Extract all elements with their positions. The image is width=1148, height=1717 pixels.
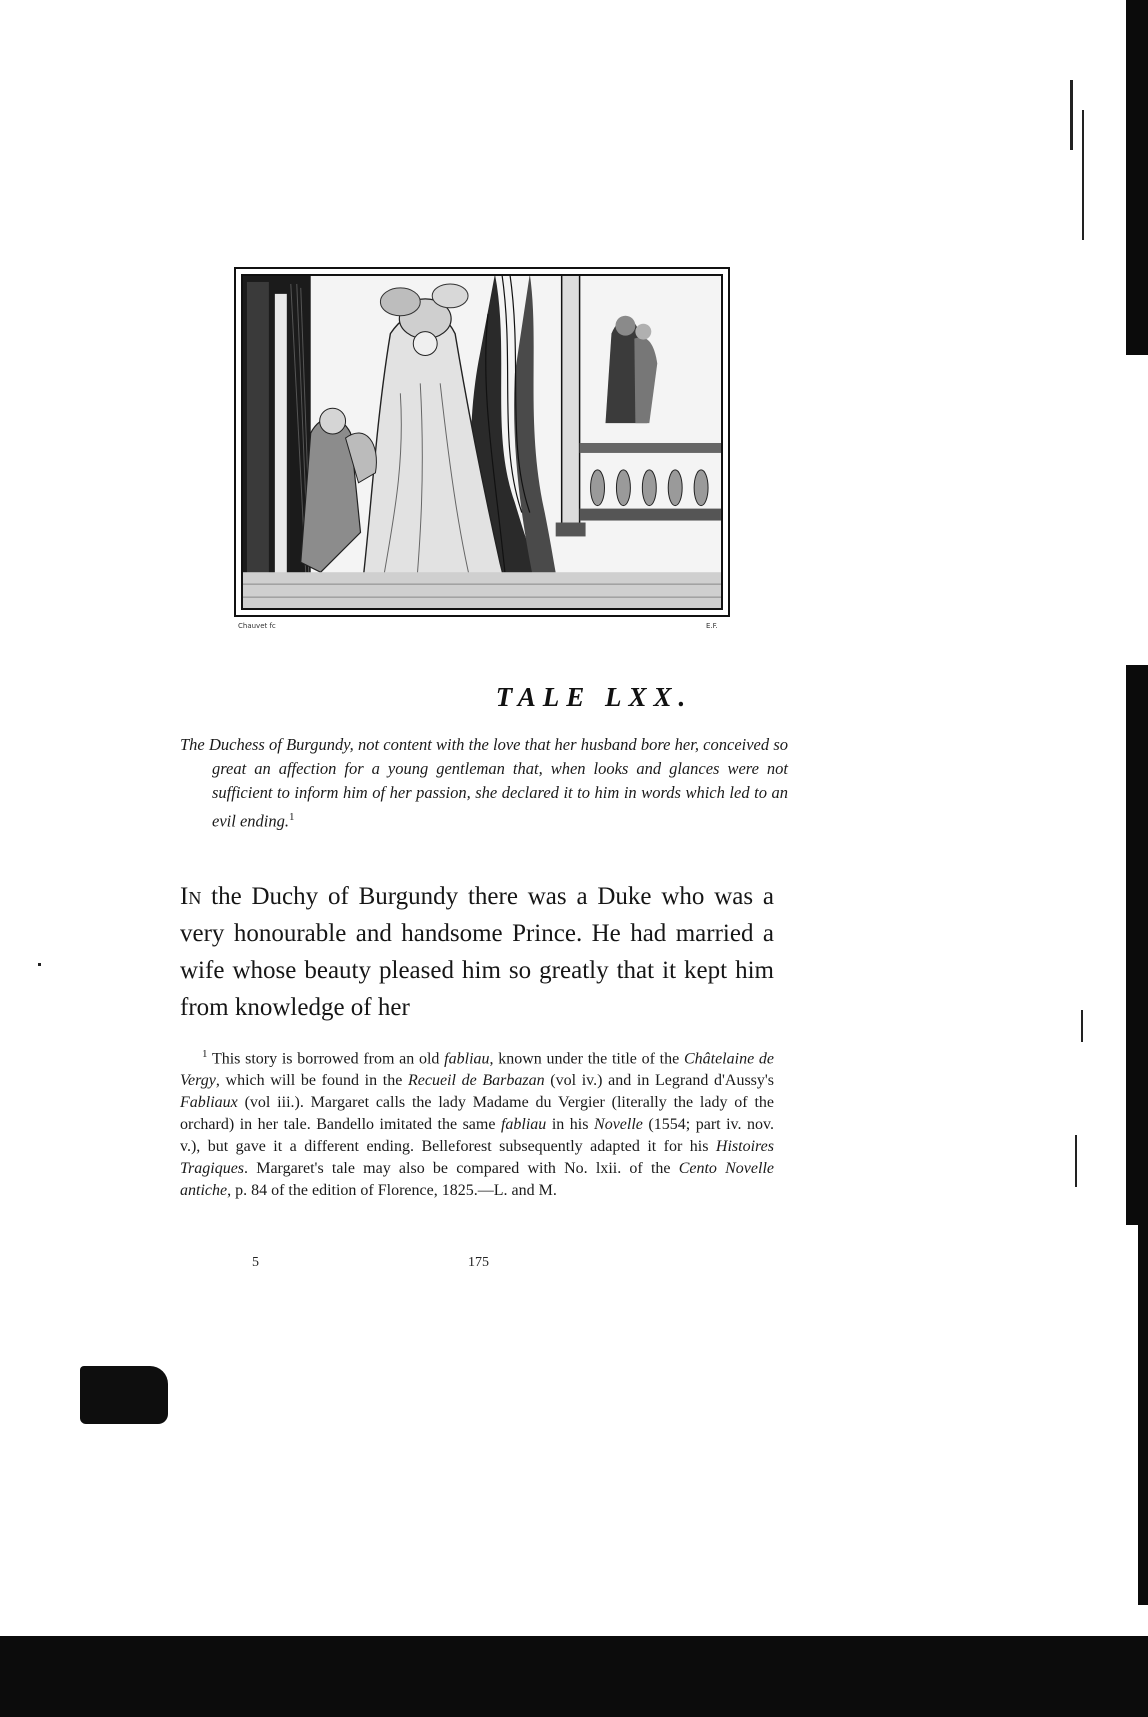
engraving-plate xyxy=(234,267,730,617)
footnote-reference: 1 xyxy=(288,811,295,823)
tale-title: TALE LXX. xyxy=(495,682,693,712)
drop-word: In xyxy=(180,883,202,910)
engraver-credit: Chauvet fc xyxy=(238,622,276,630)
scan-edge-lower xyxy=(1138,1225,1148,1605)
artist-initials: E.F. xyxy=(706,622,718,630)
footnote-text: , known under the title of the xyxy=(489,1050,684,1068)
engraving-illustration xyxy=(241,274,723,610)
scan-speck xyxy=(1070,80,1073,150)
signature-mark: 5 xyxy=(252,1255,259,1270)
footnote-italic: fabliau xyxy=(500,1116,547,1134)
footnote-italic: Novelle xyxy=(594,1116,643,1134)
argument-text: The Duchess of Burgundy, not content with the love that her husband bore her, conceived so great an affection for a young gentleman that, when looks and glances were not sufficient to inform him of her passion, she declared it to him in words which led to an evil ending. xyxy=(180,735,788,831)
footnote-italic: Fabliaux xyxy=(180,1094,238,1112)
footnote-text: . Margaret's tale may also be compared with No. lxii. of the xyxy=(244,1160,679,1178)
footnote-text: , which will be found in the xyxy=(215,1072,408,1090)
footnote-italic: Histoires Tragiques xyxy=(180,1138,774,1178)
tale-argument xyxy=(180,733,788,834)
footnote-italic: Cento Novelle antiche xyxy=(180,1160,774,1200)
page-number: 175 xyxy=(468,1255,489,1270)
footnote-text: , p. 84 of the edition of Florence, 1825.—L. and M. xyxy=(227,1182,557,1200)
footnote-italic: fabliau xyxy=(444,1050,490,1068)
scan-speck xyxy=(38,963,41,966)
footnote-italic: Recueil de Barbazan xyxy=(407,1072,545,1090)
footnote-text: in his xyxy=(546,1116,595,1134)
scan-edge-top xyxy=(1126,0,1148,355)
scan-speck xyxy=(1081,1010,1083,1042)
scan-edge-bottom xyxy=(0,1636,1148,1717)
footnote-marker: 1 xyxy=(202,1048,208,1060)
footnote-text: (1554; part iv. nov. v.), but gave it a different ending. Belleforest subsequently adapted it for his xyxy=(180,1116,775,1156)
scan-speck xyxy=(1075,1135,1077,1187)
footnote xyxy=(180,1043,774,1202)
scan-edge-middle xyxy=(1126,665,1148,1225)
ink-blot xyxy=(80,1366,168,1424)
footnote-text: (vol iii.). Margaret calls the lady Madame du Vergier (literally the lady of the orchard) in her tale. Bandello imitated the same xyxy=(180,1094,774,1134)
footnote-italic: Châtelaine de Vergy xyxy=(180,1050,774,1090)
opening-paragraph xyxy=(180,878,774,1026)
paragraph-text: the Duchy of Burgundy there was a Duke who was a very honourable and handsome Prince. He had married a wife whose beauty pleased him so greatly that it kept him from knowledge of her xyxy=(180,883,774,1021)
footnote-text: (vol iv.) and in Legrand d'Aussy's xyxy=(544,1072,774,1090)
scan-speck xyxy=(1082,110,1084,240)
footnote-text: This story is borrowed from an old xyxy=(207,1050,445,1068)
